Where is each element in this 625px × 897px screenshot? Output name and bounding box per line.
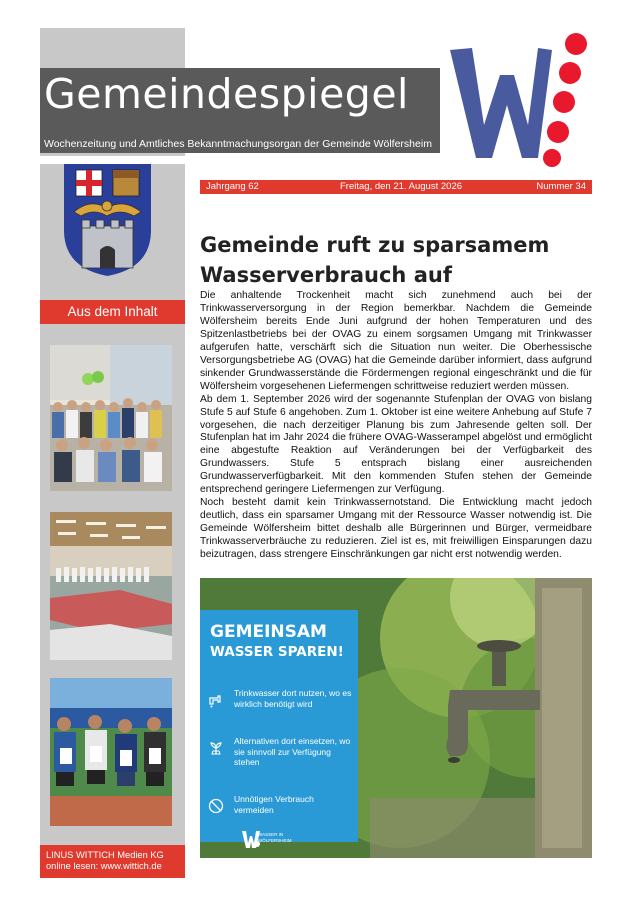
issue-info-bar [200,180,592,194]
masthead-title: Gemeindespiegel [44,70,409,118]
masthead-subtitle: Wochenzeitung und Amtliches Bekanntmachungsorgan der Gemeinde Wölfersheim [44,138,432,150]
no-waste-icon [208,798,224,814]
campaign-heading: GEMEINSAM [210,622,327,642]
publisher-url[interactable]: online lesen: www.wittich.de [46,861,162,871]
campaign-logo-line-2: WÖLFERSHEIM [258,837,292,843]
publisher-name: LINUS WITTICH Medien KG [46,850,164,860]
campaign-image [200,578,592,858]
contents-label: Aus dem Inhalt [40,300,185,324]
plant-icon [208,740,224,756]
tip-text: Alternativen dort einsetzen, wo sie sinnvoll zur Verfügung stehen [234,736,351,767]
volume-label: Jahrgang 62 [206,181,259,192]
headline-line-2: Wasserverbrauch auf [200,263,452,287]
photo-athletes [50,678,172,826]
gemeinde-w-logo [442,30,592,170]
issue-number: Nummer 34 [536,181,586,192]
campaign-logo-line-1: WASSER IN [258,832,284,837]
issue-date: Freitag, den 21. August 2026 [340,181,463,192]
headline-line-1: Gemeinde ruft zu sparsamem [200,233,550,257]
photo-school-class [50,345,172,491]
tap-icon [208,692,224,708]
tip-text: Trinkwasser dort nutzen, wo es wirklich benötigt wird [234,688,352,709]
coat-of-arms [60,160,155,278]
tip-text: Unnötigen Verbrauch vermeiden [234,794,314,815]
article-paragraph: Die anhaltende Trockenheit macht sich zunehmend auch bei der Trinkwasserversorgung in der Region bemerkbar. Nachdem die Gemeinde Wölfersheim bereits Ende Juni aufgrund der hohen Temperaturen und des Spitzenlastbetriebs bei der OVAG zu einem sorgsamen Umgang mit Trinkwasser aufgerufen hatte, verschärft sich die Situation nun weiter. Die Oberhessische Versorgungsbetriebe AG (OVAG) hat die Gemeinde darüber informiert, dass aufgrund sinkender Grundwasserstände die Fördermengen regional eingeschränkt und die für Wölfersheim vorgesehenen Liefermengen schrittweise reduziert werden müssen. [200,290,592,392]
article-paragraph: Noch besteht damit kein Trinkwassernotstand. Die Entwicklung macht jedoch deutlich, dass ein sparsamer Umgang mit der Ressource Wasser notwendig ist. Die Gemeinde Wölfersheim bittet deshalb alle Bürgerinnen und Bürger, vermeidbare Trinkwasserverbräuche zu reduzieren. Ziel ist es, mit freiwilligen Einsparungen dazu beizutragen, dass strengere Einschränkungen gar nicht erst notwendig werden. [200,497,592,561]
campaign-subheading: WASSER SPAREN! [210,644,344,660]
article-headline [200,230,592,290]
campaign-logo-text [258,832,292,843]
article-paragraph: Ab dem 1. September 2026 wird der sogenannte Stufenplan der OVAG von bislang Stufe 5 auf Stufe 6 angehoben. Zum 1. Oktober ist eine weitere Anhebung auf Stufe 7 vorgesehen, die nach derzeitiger Planung bis zum Jahresende gelten soll. Der Stufenplan hat im Jahr 2024 die frühere OVAG-Wasserampel abgelöst und ermöglicht eine abgestufte Reaktion auf Veränderungen bei der Verfügbarkeit des Grundwassers. Stufe 5 entsprach bislang einer ausreichenden Grundwasserverfügbarkeit. Mit den kommenden Stufen stehen der Gemeinde entsprechend geringere Liefermengen zur Verfügung. [200,393,592,496]
publisher-box [40,845,185,878]
article-body [200,290,592,562]
photo-sports-hall [50,512,172,660]
